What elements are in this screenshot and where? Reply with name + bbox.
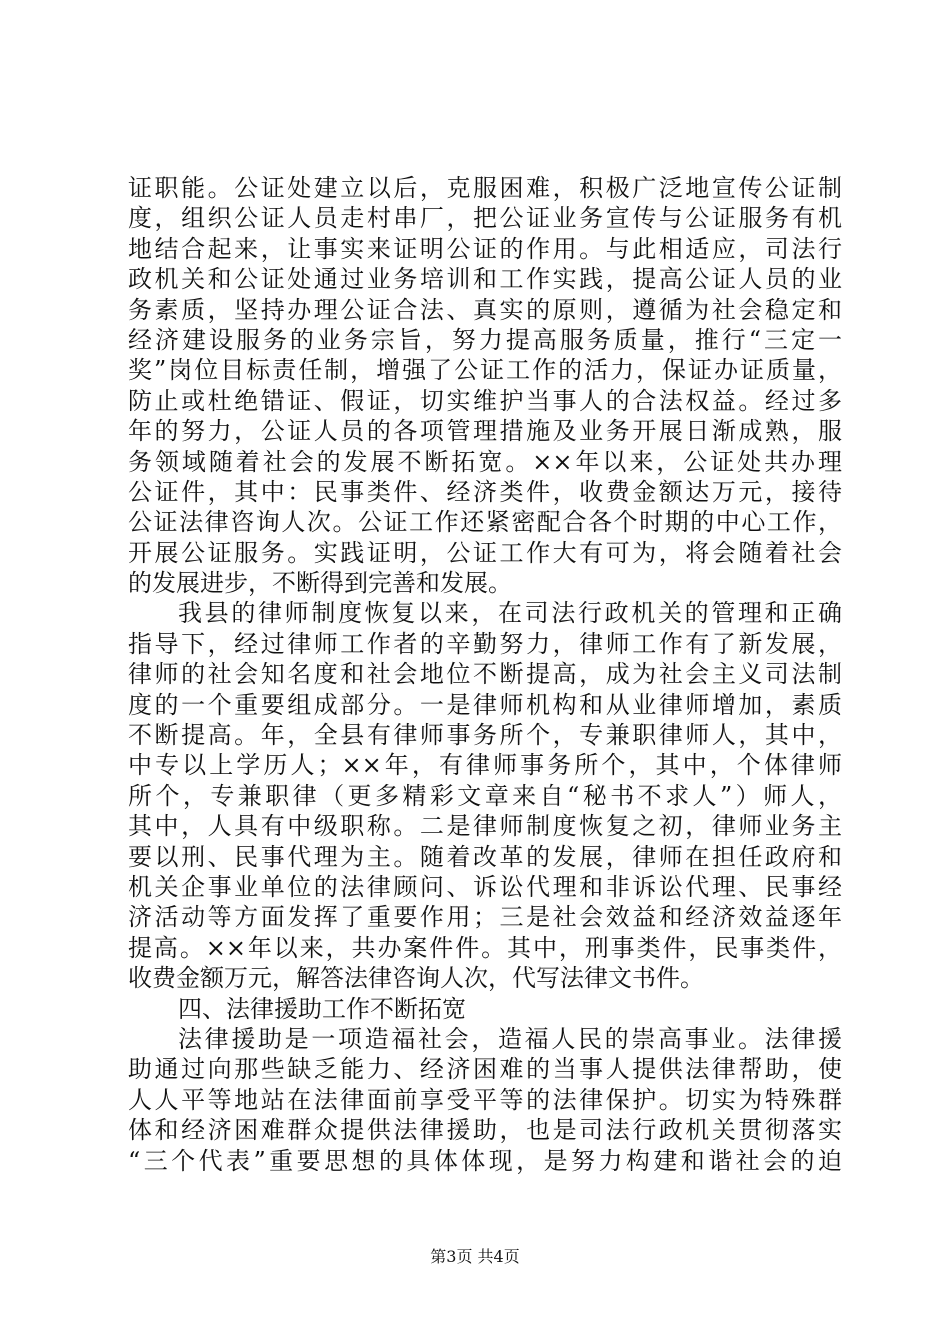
page-footer xyxy=(0,1244,950,1267)
text-line: 机关企事业单位的法律顾问、诉讼代理和非诉讼代理、民事经 xyxy=(128,872,842,901)
text-line: 指导下，经过律师工作者的辛勤努力，律师工作有了新发展， xyxy=(128,629,842,658)
text-line: 法律援助是一项造福社会，造福人民的崇高事业。法律援 xyxy=(178,1024,842,1053)
text-line: 提高。××年以来，共办案件件。其中，刑事类件，民事类件， xyxy=(128,933,842,962)
text-line: 地结合起来，让事实来证明公证的作用。与此相适应，司法行 xyxy=(128,234,842,263)
section-heading xyxy=(128,994,842,1024)
text-line: 务素质，坚持办理公证合法、真实的原则，遵循为社会稳定和 xyxy=(128,295,842,324)
text-line: 经济建设服务的业务宗旨，努力提高服务质量，推行“三定一 xyxy=(128,325,842,354)
text-line: 其中，人具有中级职称。二是律师制度恢复之初，律师业务主 xyxy=(128,812,842,841)
text-line: 证职能。公证处建立以后，克服困难，积极广泛地宣传公证制 xyxy=(128,174,842,202)
text-line: 律师的社会知名度和社会地位不断提高，成为社会主义司法制 xyxy=(128,660,842,689)
text-line: 中专以上学历人；××年，有律师事务所个，其中，个体律师 xyxy=(128,751,842,780)
text-line: 不断提高。年，全县有律师事务所个，专兼职律师人，其中， xyxy=(128,721,842,750)
text-line: 济活动等方面发挥了重要作用；三是社会效益和经济效益逐年 xyxy=(128,903,842,932)
text-line: “三个代表”重要思想的具体体现，是努力构建和谐社会的迫 xyxy=(128,1146,842,1175)
text-line: 人人平等地站在法律面前享受平等的法律保护。切实为特殊群 xyxy=(128,1085,842,1114)
paragraph-lawyer-system xyxy=(128,598,842,993)
text-line: 奖”岗位目标责任制，增强了公证工作的活力，保证办证质量， xyxy=(128,356,842,385)
text-line: 度的一个重要组成部分。一是律师机构和从业律师增加，素质 xyxy=(128,690,842,719)
text-line: 开展公证服务。实践证明，公证工作大有可为，将会随着社会 xyxy=(128,538,842,567)
text-line: 务领域随着社会的发展不断拓宽。××年以来，公证处共办理 xyxy=(128,447,842,476)
page-number-label: 第3页 共4页 xyxy=(430,1247,520,1266)
text-line: 年的努力，公证人员的各项管理措施及业务开展日渐成熟，服 xyxy=(128,417,842,446)
text-line: 所个，专兼职律（更多精彩文章来自“秘书不求人”）师人， xyxy=(128,781,842,810)
text-line: 我县的律师制度恢复以来，在司法行政机关的管理和正确 xyxy=(178,599,842,628)
text-line: 度，组织公证人员走村串厂，把公证业务宣传与公证服务有机 xyxy=(128,204,842,233)
paragraph-legal-aid xyxy=(128,1024,842,1176)
text-line: 体和经济困难群众提供法律援助，也是司法行政机关贯彻落实 xyxy=(128,1116,842,1145)
text-line: 要以刑、民事代理为主。随着改革的发展，律师在担任政府和 xyxy=(128,842,842,871)
text-line: 政机关和公证处通过业务培训和工作实践，提高公证人员的业 xyxy=(128,265,842,294)
text-line: 收费金额万元，解答法律咨询人次，代写法律文书件。 xyxy=(128,964,704,993)
text-line: 公证法律咨询人次。公证工作还紧密配合各个时期的中心工作， xyxy=(128,508,842,537)
document-body xyxy=(128,173,842,1176)
heading-text: 四、法律援助工作不断拓宽 xyxy=(178,994,466,1023)
text-line: 的发展进步，不断得到完善和发展。 xyxy=(128,569,512,598)
text-line: 防止或杜绝错证、假证，切实维护当事人的合法权益。经过多 xyxy=(128,386,842,415)
text-line: 公证件，其中：民事类件、经济类件，收费金额达万元，接待 xyxy=(128,477,842,506)
text-line: 助通过向那些缺乏能力、经济困难的当事人提供法律帮助，使 xyxy=(128,1055,842,1084)
paragraph-notary xyxy=(128,173,842,598)
